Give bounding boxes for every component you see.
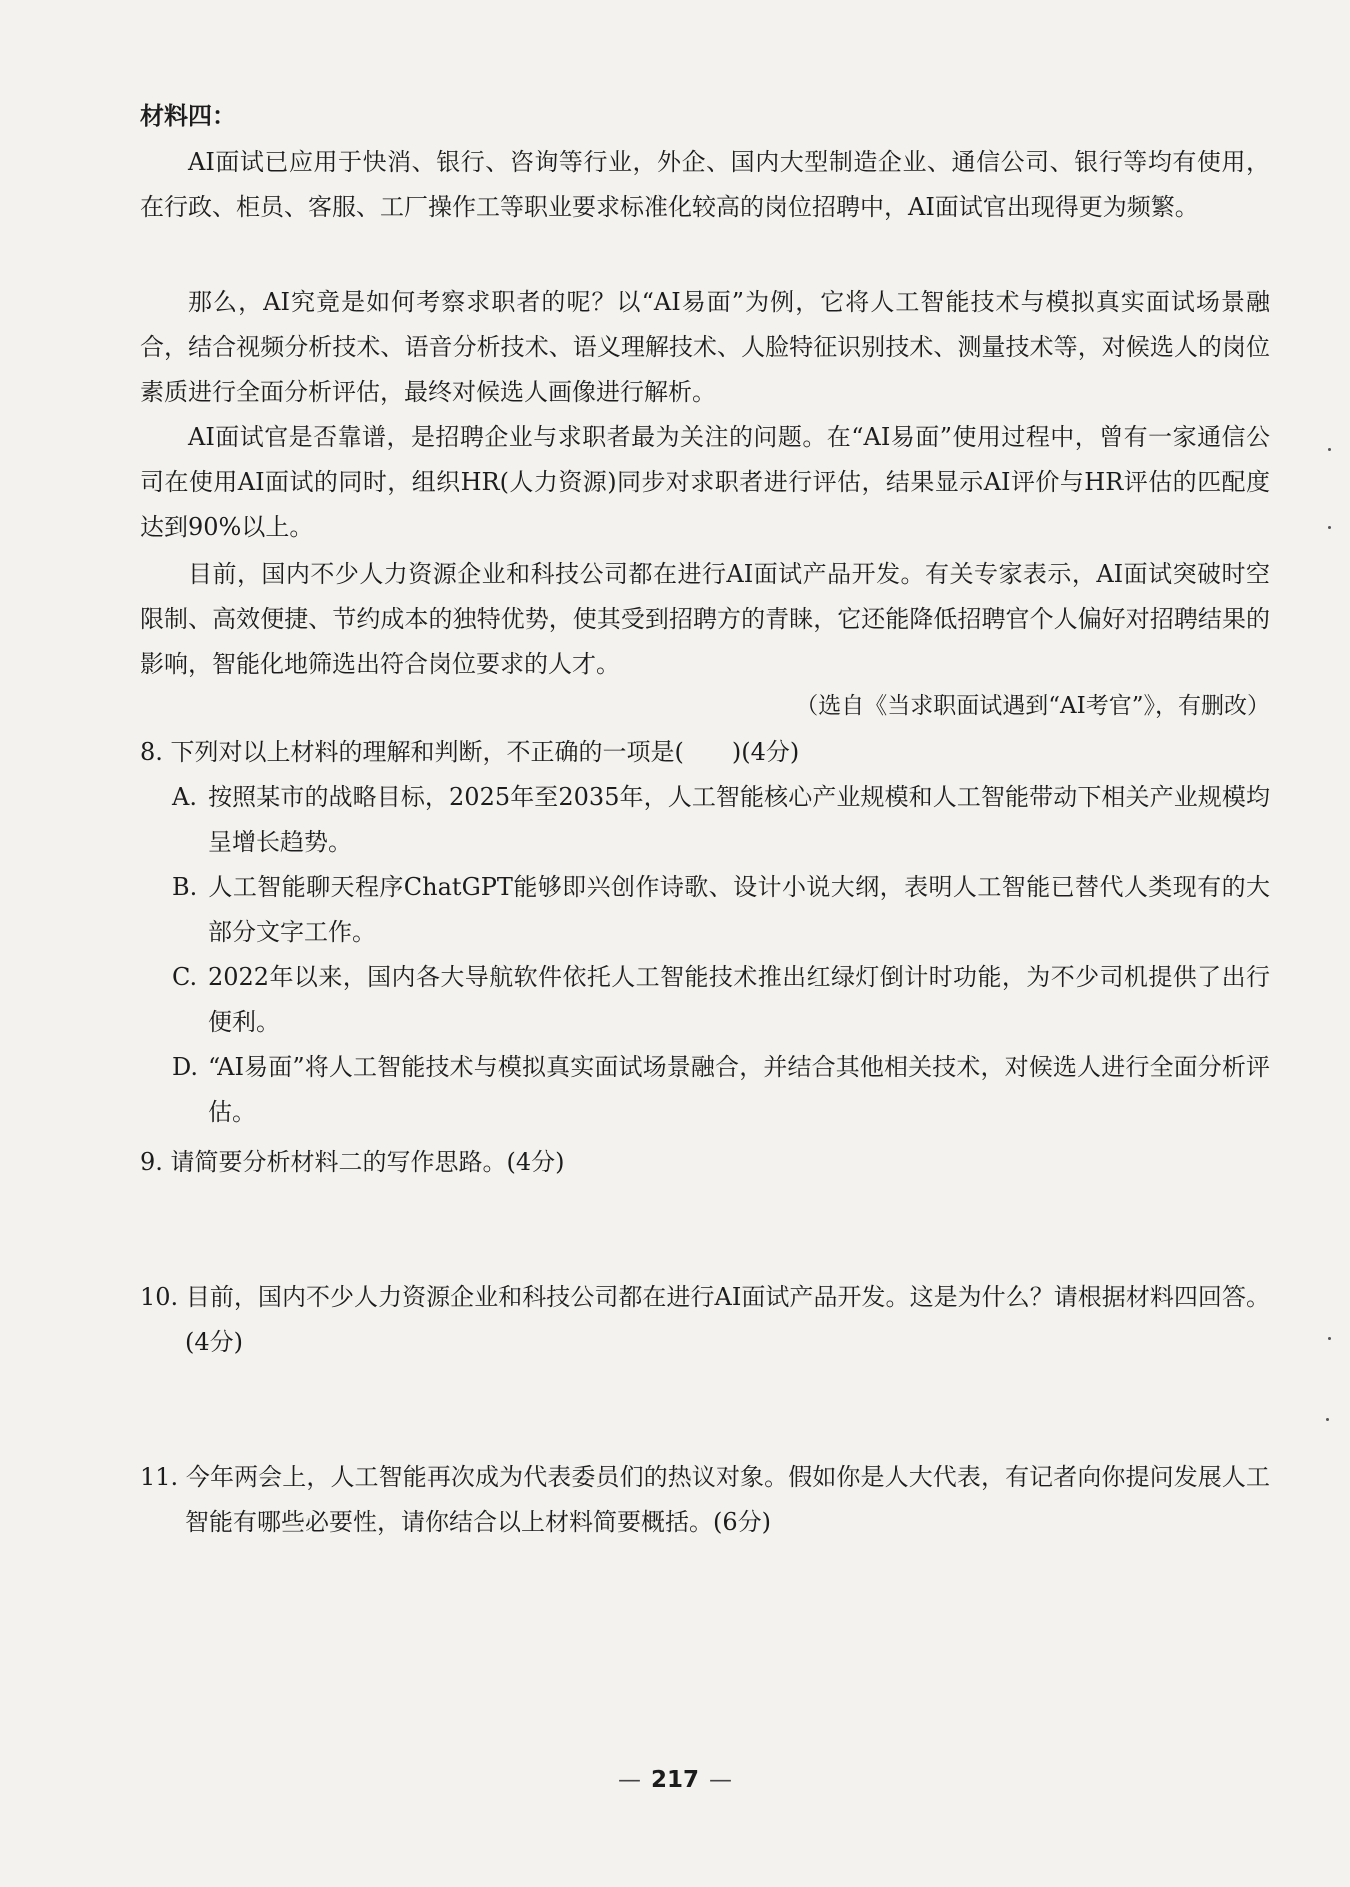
material-paragraph-2: 那么，AI究竟是如何考察求职者的呢？以“AI易面”为例，它将人工智能技术与模拟真实面试场景融合，结合视频分析技术、语音分析技术、语义理解技术、人脸特征识别技术、测量技术等，对候选人的岗位素质进行全面分析评估，最终对候选人画像进行解析。 xyxy=(140,288,1270,406)
question-9: 9. 请简要分析材料二的写作思路。(4分) xyxy=(140,1148,565,1176)
scan-speck xyxy=(1326,1418,1329,1421)
material-source-citation: （选自《当求职面试遇到“AI考官”》，有删改） xyxy=(795,693,1270,719)
question-10: 10. 目前，国内不少人力资源企业和科技公司都在进行AI面试产品开发。这是为什么？请根据材料四回答。(4分) xyxy=(140,1283,1270,1356)
option-letter: D. xyxy=(172,1053,199,1081)
option-letter: C. xyxy=(172,963,198,991)
question-8-option-b xyxy=(172,865,1270,955)
question-11: 11. 今年两会上，人工智能再次成为代表委员们的热议对象。假如你是人大代表，有记者向你提问发展人工智能有哪些必要性，请你结合以上材料简要概括。(6分) xyxy=(140,1463,1270,1536)
question-8-option-d xyxy=(172,1045,1270,1135)
page-number: 217 xyxy=(650,1767,699,1793)
scan-speck xyxy=(1328,526,1331,529)
question-8-option-a xyxy=(172,775,1270,865)
material-paragraph-1: AI面试已应用于快消、银行、咨询等行业，外企、国内大型制造企业、通信公司、银行等均有使用，在行政、柜员、客服、工厂操作工等职业要求标准化较高的岗位招聘中，AI面试官出现得更为频繁。 xyxy=(140,148,1270,221)
option-text: 2022年以来，国内各大导航软件依托人工智能技术推出红绿灯倒计时功能，为不少司机提供了出行便利。 xyxy=(208,963,1270,1036)
question-8-stem: 8. 下列对以上材料的理解和判断，不正确的一项是( )(4分) xyxy=(140,738,800,766)
scan-speck xyxy=(1328,1337,1331,1340)
question-8-option-c xyxy=(172,955,1270,1045)
material-title: 材料四： xyxy=(140,102,236,130)
footer-dash-right: — xyxy=(709,1767,732,1793)
option-text: 人工智能聊天程序ChatGPT能够即兴创作诗歌、设计小说大纲，表明人工智能已替代人类现有的大部分文字工作。 xyxy=(208,873,1270,946)
material-paragraph-4: 目前，国内不少人力资源企业和科技公司都在进行AI面试产品开发。有关专家表示，AI面试突破时空限制、高效便捷、节约成本的独特优势，使其受到招聘方的青睐，它还能降低招聘官个人偏好对招聘结果的影响，智能化地筛选出符合岗位要求的人才。 xyxy=(140,560,1270,678)
option-letter: A. xyxy=(172,783,197,811)
scan-speck xyxy=(1328,448,1331,451)
material-paragraph-3: AI面试官是否靠谱，是招聘企业与求职者最为关注的问题。在“AI易面”使用过程中，曾有一家通信公司在使用AI面试的同时，组织HR(人力资源)同步对求职者进行评估，结果显示AI评价与HR评估的匹配度达到90%以上。 xyxy=(140,423,1270,541)
question-8-options xyxy=(172,775,1270,1135)
footer-dash-left: — xyxy=(617,1767,641,1793)
option-text: 按照某市的战略目标，2025年至2035年，人工智能核心产业规模和人工智能带动下相关产业规模均呈增长趋势。 xyxy=(208,783,1270,856)
option-text: “AI易面”将人工智能技术与模拟真实面试场景融合，并结合其他相关技术，对候选人进行全面分析评估。 xyxy=(208,1053,1270,1126)
option-letter: B. xyxy=(172,873,198,901)
page-footer xyxy=(0,1765,1350,1795)
